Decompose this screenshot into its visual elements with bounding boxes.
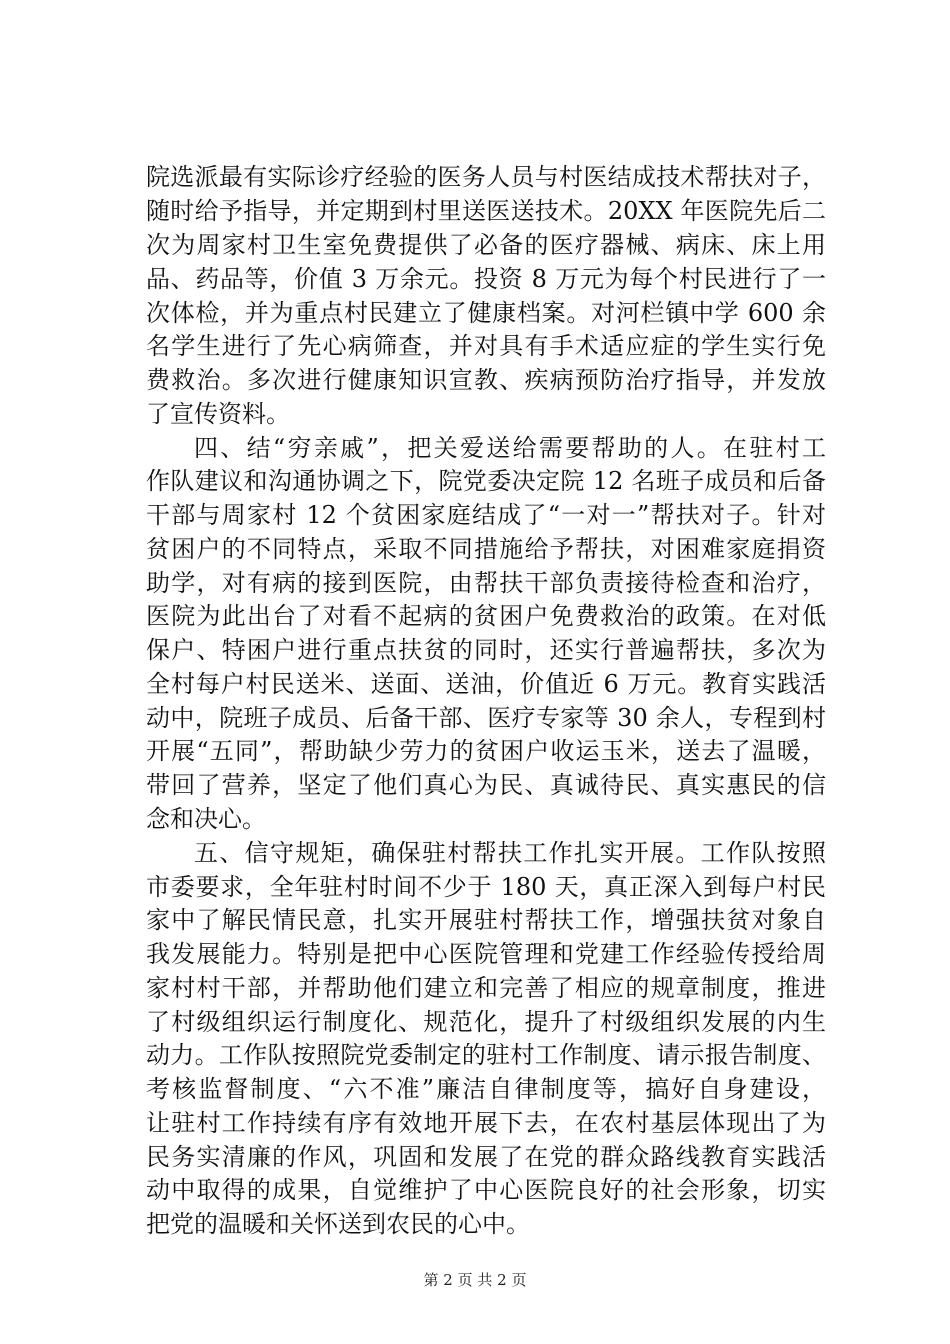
- text-line: 带回了营养，坚定了他们真心为民、真诚待民、真实惠民的信: [146, 771, 826, 799]
- text-line: 家中了解民情民意，扎实开展驻村帮扶工作，增强扶贫对象自: [146, 906, 826, 934]
- text-line: 动中取得的成果，自觉维护了中心医院良好的社会形象，切实: [146, 1176, 826, 1204]
- text-line: 考核监督制度、“六不准”廉洁自律制度等，搞好自身建设，: [146, 1075, 826, 1103]
- text-line: 我发展能力。特别是把中心医院管理和党建工作经验传授给周: [146, 940, 826, 968]
- text-line: 随时给予指导，并定期到村里送医送技术。20XX 年医院先后二: [146, 197, 826, 225]
- text-line: 干部与周家村 12 个贫困家庭结成了“一对一”帮扶对子。针对: [146, 501, 826, 529]
- text-line: 贫困户的不同特点，采取不同措施给予帮扶，对困难家庭捐资: [146, 535, 826, 563]
- text-line: 作队建议和沟通协调之下，院党委决定院 12 名班子成员和后备: [146, 467, 826, 495]
- paragraph-heading-five: 五、信守规矩，确保驻村帮扶工作扎实开展。工作队按照: [194, 839, 826, 867]
- text-line: 全村每户村民送米、送面、送油，价值近 6 万元。教育实践活: [146, 670, 826, 698]
- text-line: 把党的温暖和关怀送到农民的心中。: [146, 1210, 530, 1238]
- text-line: 次为周家村卫生室免费提供了必备的医疗器械、病床、床上用: [146, 231, 826, 259]
- text-line: 次体检，并为重点村民建立了健康档案。对河栏镇中学 600 余: [146, 299, 826, 327]
- text-line: 动力。工作队按照院党委制定的驻村工作制度、请示报告制度、: [146, 1041, 826, 1069]
- page-footer: 第 2 页 共 2 页: [423, 1271, 527, 1289]
- text-line: 名学生进行了先心病筛查，并对具有手术适应症的学生实行免: [146, 332, 826, 360]
- text-line: 念和决心。: [146, 805, 266, 833]
- text-line: 让驻村工作持续有序有效地开展下去，在农村基层体现出了为: [146, 1109, 826, 1137]
- text-line: 动中，院班子成员、后备干部、医疗专家等 30 余人，专程到村: [146, 704, 826, 732]
- paragraph-heading-four: 四、结“穷亲戚”，把关爱送给需要帮助的人。在驻村工: [194, 434, 826, 462]
- text-line: 保户、特困户进行重点扶贫的同时，还实行普遍帮扶，多次为: [146, 636, 826, 664]
- text-line: 民务实清廉的作风，巩固和发展了在党的群众路线教育实践活: [146, 1143, 826, 1171]
- text-line: 助学，对有病的接到医院，由帮扶干部负责接待检查和治疗，: [146, 569, 826, 597]
- text-line: 开展“五同”，帮助缺少劳力的贫困户收运玉米，送去了温暖，: [146, 737, 826, 765]
- text-line: 院选派最有实际诊疗经验的医务人员与村医结成技术帮扶对子，: [146, 163, 826, 191]
- text-line: 了宣传资料。: [146, 400, 290, 428]
- text-line: 了村级组织运行制度化、规范化，提升了村级组织发展的内生: [146, 1008, 826, 1036]
- text-line: 费救治。多次进行健康知识宣教、疾病预防治疗指导，并发放: [146, 366, 826, 394]
- text-line: 医院为此出台了对看不起病的贫困户免费救治的政策。在对低: [146, 602, 826, 630]
- text-line: 家村村干部，并帮助他们建立和完善了相应的规章制度，推进: [146, 974, 826, 1002]
- text-line: 市委要求，全年驻村时间不少于 180 天，真正深入到每户村民: [146, 873, 826, 901]
- text-line: 品、药品等，价值 3 万余元。投资 8 万元为每个村民进行了一: [146, 265, 826, 293]
